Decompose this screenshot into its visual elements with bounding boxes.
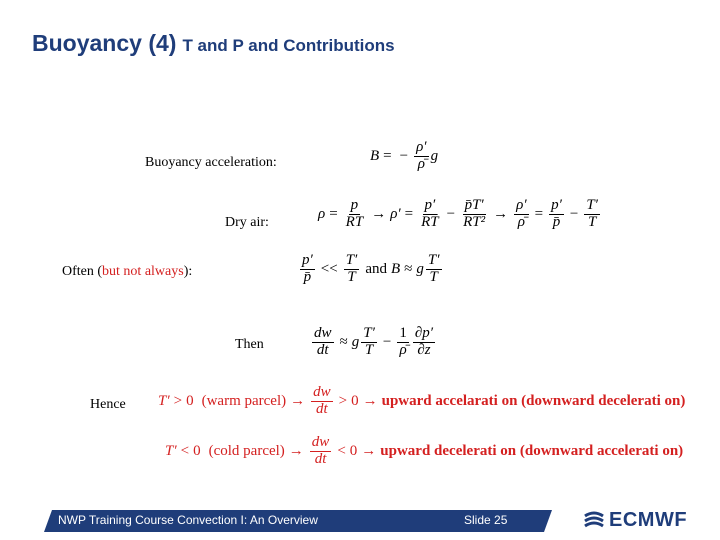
ecmwf-logo xyxy=(582,509,687,532)
dry-air-label: Dry air: xyxy=(225,215,269,230)
cold-text: (cold parcel) xyxy=(208,442,285,459)
often-label-suffix: ): xyxy=(183,264,193,279)
slide-title-sub: T and P and Contributions xyxy=(182,36,395,55)
ecmwf-logo-text: ECMWF xyxy=(609,509,688,531)
cold-result: upward decelerati on (downward accelerati on) xyxy=(380,442,684,459)
ecmwf-logo-icon xyxy=(582,510,606,532)
buoyancy-equation: B = − $\frac{\rho'}{\rhō}$ g xyxy=(370,139,439,172)
warm-text: (warm parcel) xyxy=(201,392,287,409)
warm-result: upward accelarati on (downward decelerati on) xyxy=(381,392,686,409)
and-text: and xyxy=(365,260,387,277)
then-label: Then xyxy=(235,337,264,352)
footer-course: NWP Training Course Convection I: An Overview xyxy=(58,513,318,527)
buoyancy-label: Buoyancy acceleration: xyxy=(145,155,277,170)
often-label xyxy=(62,264,192,280)
warm-parcel-equation: T′ > 0 (warm parcel) → $\frac{dw}{dt}$ > 0 → upward accelarati on (downward decelerati on) xyxy=(158,384,686,417)
often-equation: $\frac{p'}{p̄}$ << $\frac{T'}{T̄}$ and B ≈ g $\frac{T'}{T̄}$ xyxy=(302,252,440,285)
dry-air-equation: ρ = $\frac{p}{RT}$ → ρ′ = $\frac{p'}{RT̄}$ − $\frac{p̄T'}{\text{RT̄²}}$ → $\frac{\rho'}{\rhō}$ = $\frac{p'}{p̄}$ − $\frac{T'}{T̄}$ xyxy=(318,197,598,230)
cold-parcel-equation: T′ < 0 (cold parcel) → $\frac{dw}{dt}$ < 0 → upward decelerati on (downward accelerati on) xyxy=(165,434,684,467)
slide-title xyxy=(32,30,395,57)
often-label-red: but not always xyxy=(102,264,184,279)
often-label-prefix: Often ( xyxy=(62,264,103,279)
then-equation: $\frac{dw}{dt}$ ≈ g $\frac{T'}{T̄}$ − $\frac{1}{\rhō}$ $\frac{\partial p'}{\partial z}$ xyxy=(314,325,434,358)
hence-label: Hence xyxy=(90,397,126,412)
slide-number: Slide 25 xyxy=(464,513,508,527)
slide-title-main: Buoyancy (4) xyxy=(32,30,177,56)
